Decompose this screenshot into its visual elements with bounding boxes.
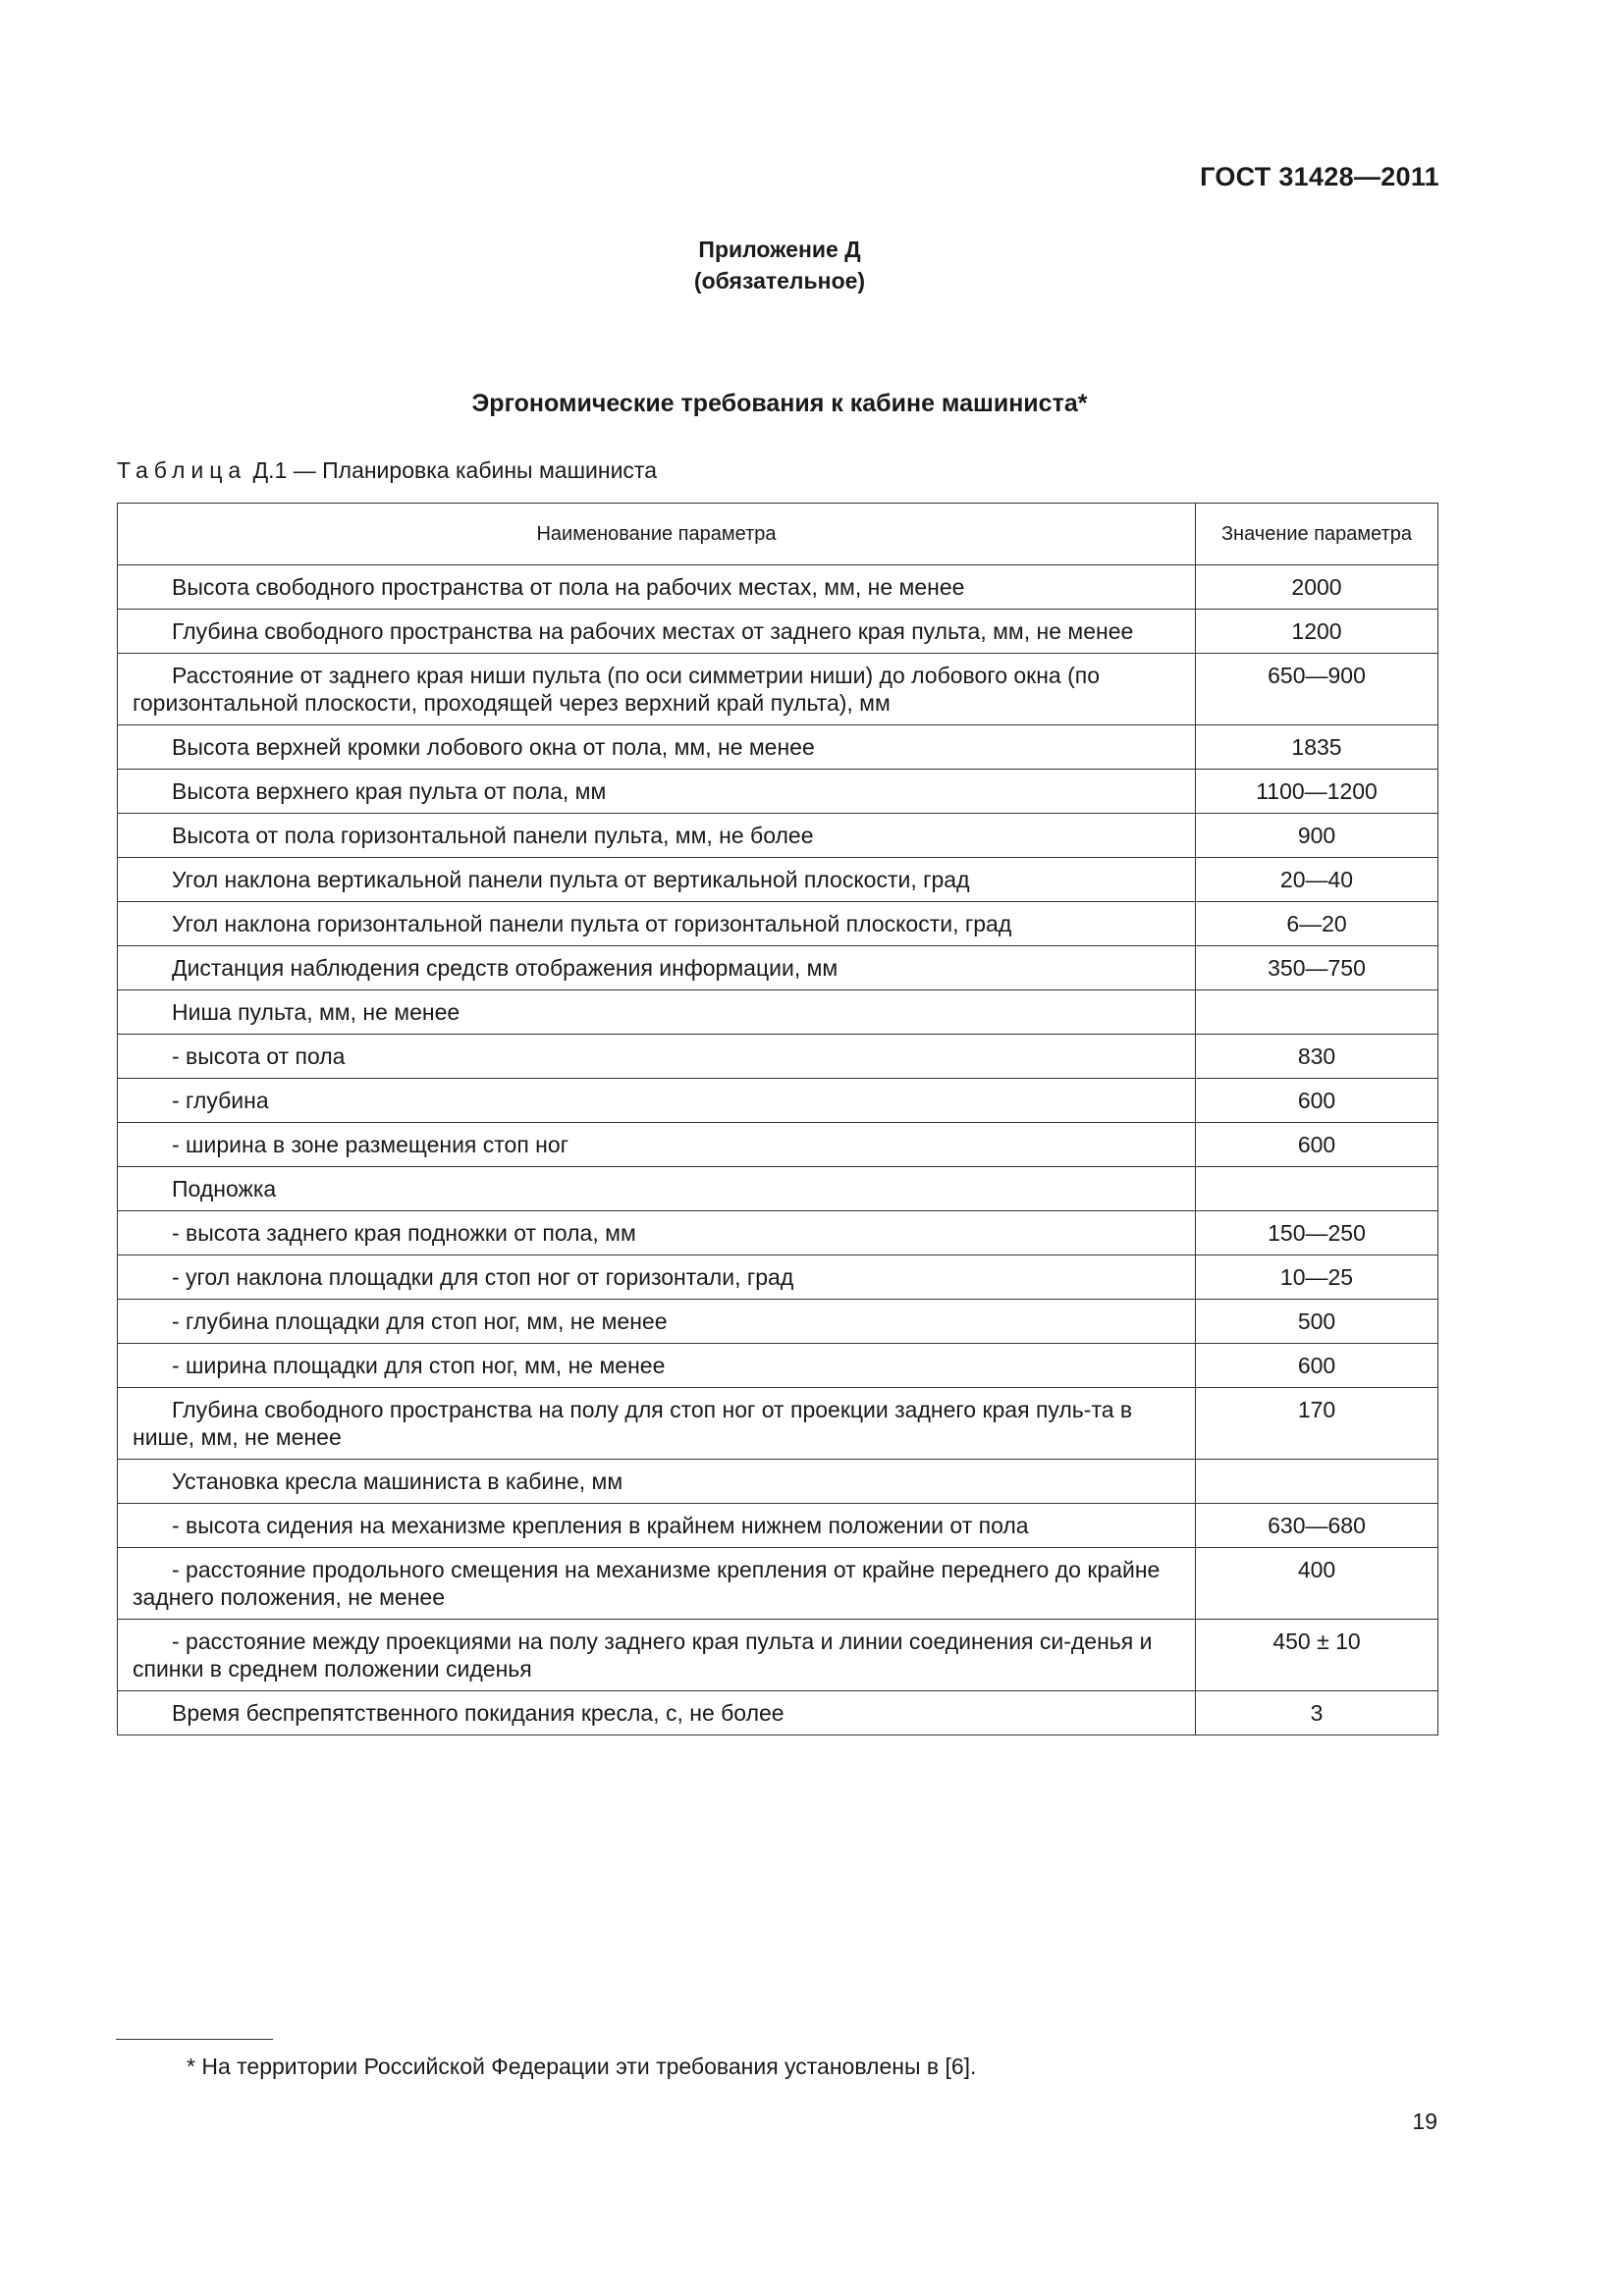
parameter-value-cell: 3 [1196, 1691, 1438, 1735]
table-row [118, 610, 1438, 654]
table-row [118, 1211, 1438, 1255]
parameter-name-cell: - расстояние продольного смещения на механизме крепления от крайне переднего до крайне заднего положения, не менее [118, 1548, 1196, 1620]
parameter-name-cell: Глубина свободного пространства на рабочих местах от заднего края пульта, мм, не менее [118, 610, 1196, 654]
parameter-value-cell [1196, 1167, 1438, 1211]
parameter-name-cell: - высота заднего края подножки от пола, мм [118, 1211, 1196, 1255]
parameter-name-cell: Высота верхней кромки лобового окна от пола, мм, не менее [118, 725, 1196, 770]
parameter-value-cell: 830 [1196, 1035, 1438, 1079]
parameter-value-cell [1196, 990, 1438, 1035]
parameter-name-cell: Время беспрепятственного покидания кресла, с, не более [118, 1691, 1196, 1735]
table-row [118, 1035, 1438, 1079]
parameter-value-cell: 6—20 [1196, 902, 1438, 946]
table-row [118, 1388, 1438, 1460]
parameter-name-cell: Высота от пола горизонтальной панели пульта, мм, не более [118, 814, 1196, 858]
document-code: ГОСТ 31428—2011 [1200, 162, 1439, 191]
parameter-name-cell: - угол наклона площадки для стоп ног от горизонтали, град [118, 1255, 1196, 1300]
parameter-value-cell: 20—40 [1196, 858, 1438, 902]
parameter-value-cell: 1835 [1196, 725, 1438, 770]
parameters-table [117, 503, 1438, 1735]
footnote-divider [116, 2039, 273, 2040]
table-row [118, 1079, 1438, 1123]
table-row [118, 654, 1438, 725]
parameter-value-cell: 10—25 [1196, 1255, 1438, 1300]
parameter-value-cell: 600 [1196, 1079, 1438, 1123]
table-row [118, 565, 1438, 610]
table-row [118, 1123, 1438, 1167]
parameter-name-cell: Расстояние от заднего края ниши пульта (по оси симметрии ниши) до лобового окна (по горизонтальной плоскости, проходящей через верхний край пульта), мм [118, 654, 1196, 725]
parameter-name-cell: - ширина площадки для стоп ног, мм, не менее [118, 1344, 1196, 1388]
parameter-value-cell: 500 [1196, 1300, 1438, 1344]
parameter-value-cell: 350—750 [1196, 946, 1438, 990]
table-row [118, 1620, 1438, 1691]
table-row [118, 814, 1438, 858]
table-row [118, 1167, 1438, 1211]
parameter-value-cell [1196, 1460, 1438, 1504]
table-row [118, 1691, 1438, 1735]
table-row [118, 1460, 1438, 1504]
parameter-name-cell: Дистанция наблюдения средств отображения информации, мм [118, 946, 1196, 990]
parameter-value-cell: 600 [1196, 1344, 1438, 1388]
parameter-name-cell: Угол наклона горизонтальной панели пульта от горизонтальной плоскости, град [118, 902, 1196, 946]
parameter-name-cell: - высота сидения на механизме крепления в крайнем нижнем положении от пола [118, 1504, 1196, 1548]
parameter-name-cell: - расстояние между проекциями на полу заднего края пульта и линии соединения си-денья и спинки в среднем положении сиденья [118, 1620, 1196, 1691]
table-caption [117, 457, 657, 484]
appendix-heading [0, 234, 1559, 296]
page-number: 19 [1412, 2109, 1437, 2134]
table-caption-text: Д.1 — Планировка кабины машиниста [252, 457, 657, 483]
parameter-value-cell: 600 [1196, 1123, 1438, 1167]
table-row [118, 1300, 1438, 1344]
footnote: * На территории Российской Федерации эти требования установлены в [6]. [187, 2054, 977, 2079]
parameter-value-cell: 170 [1196, 1388, 1438, 1460]
table-row [118, 902, 1438, 946]
parameter-value-cell: 1200 [1196, 610, 1438, 654]
appendix-status: (обязательное) [693, 268, 866, 294]
column-header-name: Наименование параметра [118, 504, 1196, 565]
table-row [118, 1504, 1438, 1548]
parameter-name-cell: Установка кресла машиниста в кабине, мм [118, 1460, 1196, 1504]
parameter-value-cell: 150—250 [1196, 1211, 1438, 1255]
parameter-name-cell: Подножка [118, 1167, 1196, 1211]
parameter-name-cell: - высота от пола [118, 1035, 1196, 1079]
table-row [118, 1255, 1438, 1300]
table-row [118, 770, 1438, 814]
parameter-name-cell: Ниша пульта, мм, не менее [118, 990, 1196, 1035]
table-body [118, 565, 1438, 1735]
table-row [118, 1548, 1438, 1620]
parameter-value-cell: 900 [1196, 814, 1438, 858]
table-caption-label: Таблица [117, 457, 247, 483]
parameter-name-cell: Высота свободного пространства от пола на рабочих местах, мм, не менее [118, 565, 1196, 610]
table-header-row [118, 504, 1438, 565]
parameter-value-cell: 2000 [1196, 565, 1438, 610]
parameter-name-cell: - глубина [118, 1079, 1196, 1123]
parameter-value-cell: 1100—1200 [1196, 770, 1438, 814]
parameter-value-cell: 450 ± 10 [1196, 1620, 1438, 1691]
section-title: Эргономические требования к кабине машиниста* [471, 390, 1088, 417]
parameter-name-cell: Высота верхнего края пульта от пола, мм [118, 770, 1196, 814]
table-row [118, 990, 1438, 1035]
parameter-value-cell: 630—680 [1196, 1504, 1438, 1548]
parameter-name-cell: - ширина в зоне размещения стоп ног [118, 1123, 1196, 1167]
table-row [118, 725, 1438, 770]
column-header-value: Значение параметра [1196, 504, 1438, 565]
parameter-value-cell: 400 [1196, 1548, 1438, 1620]
parameter-value-cell: 650—900 [1196, 654, 1438, 725]
parameter-name-cell: Глубина свободного пространства на полу для стоп ног от проекции заднего края пуль-та в нише, мм, не менее [118, 1388, 1196, 1460]
appendix-title: Приложение Д [698, 237, 861, 262]
table-row [118, 858, 1438, 902]
parameter-name-cell: - глубина площадки для стоп ног, мм, не менее [118, 1300, 1196, 1344]
table-row [118, 1344, 1438, 1388]
table-row [118, 946, 1438, 990]
parameter-name-cell: Угол наклона вертикальной панели пульта от вертикальной плоскости, град [118, 858, 1196, 902]
